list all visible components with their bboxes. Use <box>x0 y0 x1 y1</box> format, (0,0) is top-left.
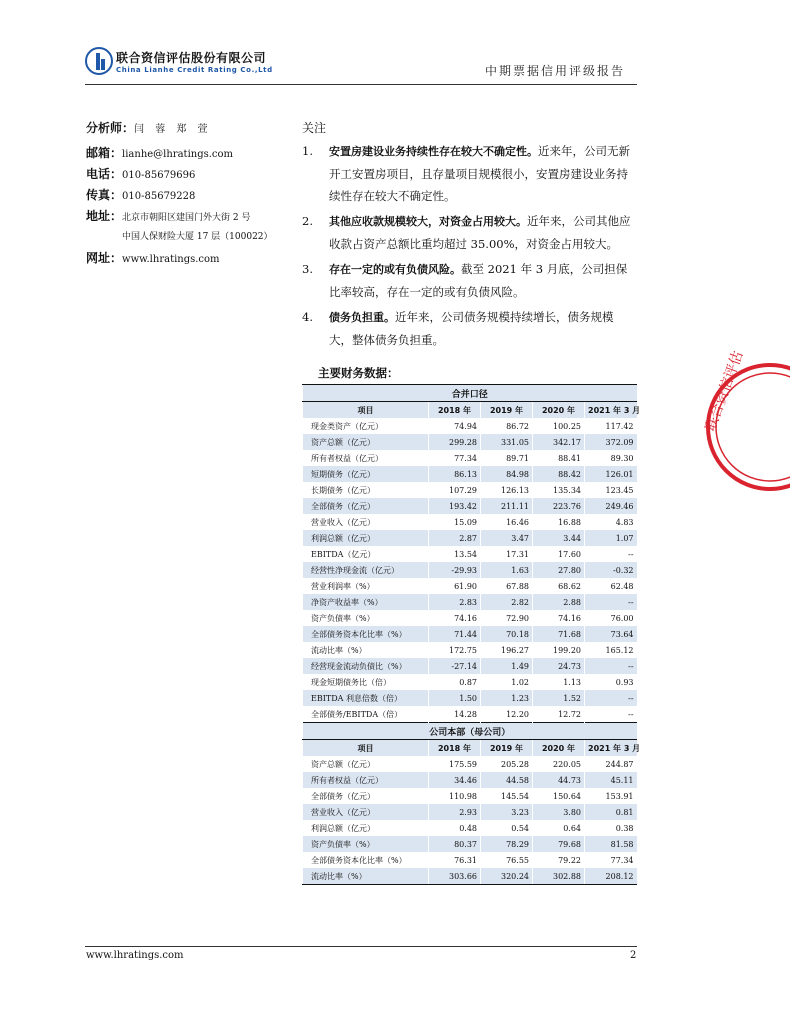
concern-number: 3. <box>302 262 313 276</box>
cell-value: 77.34 <box>585 852 637 868</box>
cell-value: 2.88 <box>533 594 585 610</box>
concern-text: 近年来，公司债务规模持续增长，债务规模大，整体债务负担重。 <box>329 310 614 347</box>
footer-divider <box>85 946 637 947</box>
table-column-headers <box>303 402 637 419</box>
concern-bold: 其他应收款规模较大，对资金占用较大。 <box>329 215 527 228</box>
cell-value: 223.76 <box>533 498 585 514</box>
cell-value: 27.80 <box>533 562 585 578</box>
row-label: 流动比率（%） <box>303 642 429 658</box>
cell-value: 74.16 <box>533 610 585 626</box>
table-row <box>303 466 637 482</box>
table-row <box>303 756 637 772</box>
cell-value: 342.17 <box>533 434 585 450</box>
footer-url: www.lhratings.com <box>86 950 184 961</box>
row-label: 资产负债率（%） <box>303 610 429 626</box>
company-name-en: China Lianhe Credit Rating Co.,Ltd <box>116 66 273 74</box>
cell-value: 2.82 <box>481 594 533 610</box>
cell-value: 73.64 <box>585 626 637 642</box>
cell-value: 302.88 <box>533 868 585 885</box>
table-row <box>303 690 637 706</box>
row-label: 利润总额（亿元） <box>303 530 429 546</box>
cell-value: 17.60 <box>533 546 585 562</box>
cell-value: 1.07 <box>585 530 637 546</box>
row-label: EBITDA（亿元） <box>303 546 429 562</box>
cell-value: 4.83 <box>585 514 637 530</box>
cell-value: 45.11 <box>585 772 637 788</box>
table-section-header <box>303 385 637 402</box>
header-divider <box>85 84 637 85</box>
cell-value: 100.25 <box>533 418 585 434</box>
section-title: 合并口径 <box>303 385 637 402</box>
cell-value: 2.87 <box>429 530 481 546</box>
cell-value: 81.58 <box>585 836 637 852</box>
concern-number: 4. <box>302 310 313 324</box>
cell-value: 107.29 <box>429 482 481 498</box>
fax-label: 传真： <box>86 188 123 202</box>
column-header: 项目 <box>303 402 429 419</box>
cell-value: 123.45 <box>585 482 637 498</box>
cell-value: 1.49 <box>481 658 533 674</box>
address-line2: 中国人保财险大厦 17 层（100022） <box>122 232 273 242</box>
cell-value: 14.28 <box>429 706 481 723</box>
cell-value: 71.68 <box>533 626 585 642</box>
cell-value: 86.13 <box>429 466 481 482</box>
cell-value: 1.50 <box>429 690 481 706</box>
cell-value: 249.46 <box>585 498 637 514</box>
cell-value: 0.81 <box>585 804 637 820</box>
table-row <box>303 530 637 546</box>
table-row <box>303 658 637 674</box>
cell-value: 34.46 <box>429 772 481 788</box>
row-label: 所有者权益（亿元） <box>303 450 429 466</box>
row-label: EBITDA 利息倍数（倍） <box>303 690 429 706</box>
concern-item <box>302 210 636 255</box>
cell-value: 145.54 <box>481 788 533 804</box>
row-label: 利润总额（亿元） <box>303 820 429 836</box>
table-row <box>303 820 637 836</box>
cell-value: 172.75 <box>429 642 481 658</box>
cell-value: -- <box>585 658 637 674</box>
row-label: 全部债务资本化比率（%） <box>303 852 429 868</box>
concern-item <box>302 140 636 207</box>
cell-value: 126.13 <box>481 482 533 498</box>
table-row <box>303 626 637 642</box>
concern-text: 近年来，公司其他应收款占资产总额比重均超过 35.00%，对资金占用较大。 <box>329 214 631 251</box>
column-header: 2020 年 <box>533 402 585 419</box>
table-row <box>303 482 637 498</box>
table-row <box>303 706 637 723</box>
cell-value: -27.14 <box>429 658 481 674</box>
cell-value: 3.80 <box>533 804 585 820</box>
cell-value: 1.13 <box>533 674 585 690</box>
analyst-label: 分析师： <box>86 121 135 135</box>
row-label: 全部债务（亿元） <box>303 788 429 804</box>
svg-text:联合资信评估: 联合资信评估 <box>702 348 747 434</box>
cell-value: 71.44 <box>429 626 481 642</box>
table-row <box>303 418 637 434</box>
email-label: 邮箱： <box>86 146 123 160</box>
cell-value: -- <box>585 706 637 723</box>
cell-value: 79.22 <box>533 852 585 868</box>
cell-value: 320.24 <box>481 868 533 885</box>
table-row <box>303 546 637 562</box>
table-row <box>303 642 637 658</box>
cell-value: 0.54 <box>481 820 533 836</box>
row-label: 经营性净现金流（亿元） <box>303 562 429 578</box>
concern-bold: 安置房建设业务持续性存在较大不确定性。 <box>329 145 538 158</box>
cell-value: 15.09 <box>429 514 481 530</box>
cell-value: 74.16 <box>429 610 481 626</box>
cell-value: 16.46 <box>481 514 533 530</box>
cell-value: 0.93 <box>585 674 637 690</box>
cell-value: 1.23 <box>481 690 533 706</box>
cell-value: 110.98 <box>429 788 481 804</box>
cell-value: 80.37 <box>429 836 481 852</box>
cell-value: 299.28 <box>429 434 481 450</box>
row-label: 营业收入（亿元） <box>303 804 429 820</box>
page-number: 2 <box>630 950 637 961</box>
cell-value: 135.34 <box>533 482 585 498</box>
cell-value: 79.68 <box>533 836 585 852</box>
row-label: 净资产收益率（%） <box>303 594 429 610</box>
concern-number: 2. <box>302 214 313 228</box>
table-row <box>303 562 637 578</box>
cell-value: 244.87 <box>585 756 637 772</box>
website-label: 网址： <box>86 251 123 265</box>
cell-value: 13.54 <box>429 546 481 562</box>
cell-value: 61.90 <box>429 578 481 594</box>
concern-text: 近来年，公司无新开工安置房项目，且存量项目规模很小，安置房建设业务持续性存在较大不确定性。 <box>329 144 630 203</box>
cell-value: 76.00 <box>585 610 637 626</box>
fax-value: 010-85679228 <box>122 191 196 202</box>
table-row <box>303 434 637 450</box>
cell-value: -- <box>585 546 637 562</box>
cell-value: 165.12 <box>585 642 637 658</box>
cell-value: 89.71 <box>481 450 533 466</box>
website-value: www.lhratings.com <box>122 254 220 265</box>
cell-value: 24.73 <box>533 658 585 674</box>
table-column-headers <box>303 740 637 757</box>
cell-value: 17.31 <box>481 546 533 562</box>
cell-value: 2.83 <box>429 594 481 610</box>
column-header: 项目 <box>303 740 429 757</box>
cell-value: 208.12 <box>585 868 637 885</box>
cell-value: 88.42 <box>533 466 585 482</box>
company-logo-icon <box>85 47 113 75</box>
company-seal <box>700 348 790 502</box>
concern-item <box>302 306 636 351</box>
table-row <box>303 836 637 852</box>
cell-value: 76.31 <box>429 852 481 868</box>
column-header: 2018 年 <box>429 402 481 419</box>
table-row <box>303 450 637 466</box>
row-label: 营业利润率（%） <box>303 578 429 594</box>
cell-value: 0.38 <box>585 820 637 836</box>
row-label: 现金类资产（亿元） <box>303 418 429 434</box>
column-header: 2020 年 <box>533 740 585 757</box>
analyst-value: 闫 蓉 郑 萱 <box>134 124 212 135</box>
cell-value: 196.27 <box>481 642 533 658</box>
row-label: 全部债务资本化比率（%） <box>303 626 429 642</box>
table-row <box>303 852 637 868</box>
row-label: 资产总额（亿元） <box>303 434 429 450</box>
company-name-cn: 联合资信评估股份有限公司 <box>116 51 267 65</box>
cell-value: 12.72 <box>533 706 585 723</box>
cell-value: -- <box>585 690 637 706</box>
cell-value: 175.59 <box>429 756 481 772</box>
cell-value: 3.47 <box>481 530 533 546</box>
row-label: 现金短期债务比（倍） <box>303 674 429 690</box>
cell-value: 62.48 <box>585 578 637 594</box>
cell-value: 89.30 <box>585 450 637 466</box>
cell-value: 68.62 <box>533 578 585 594</box>
row-label: 全部债务（亿元） <box>303 498 429 514</box>
cell-value: 372.09 <box>585 434 637 450</box>
cell-value: 3.23 <box>481 804 533 820</box>
concern-bold: 债务负担重。 <box>329 311 395 324</box>
column-header: 2019 年 <box>481 402 533 419</box>
phone-label: 电话： <box>86 167 123 181</box>
address-line1: 北京市朝阳区建国门外大街 2 号 <box>122 213 251 223</box>
table-row <box>303 514 637 530</box>
column-header: 2021 年 3 月 <box>585 402 637 419</box>
column-header: 2019 年 <box>481 740 533 757</box>
cell-value: 0.48 <box>429 820 481 836</box>
table-row <box>303 772 637 788</box>
concern-text: 截至 2021 年 3 月底，公司担保比率较高，存在一定的或有负债风险。 <box>329 262 628 299</box>
row-label: 资产总额（亿元） <box>303 756 429 772</box>
table-section-header <box>303 723 637 740</box>
cell-value: 3.44 <box>533 530 585 546</box>
cell-value: 211.11 <box>481 498 533 514</box>
cell-value: 44.58 <box>481 772 533 788</box>
cell-value: 0.64 <box>533 820 585 836</box>
table-row <box>303 594 637 610</box>
cell-value: 86.72 <box>481 418 533 434</box>
row-label: 流动比率（%） <box>303 868 429 885</box>
cell-value: 199.20 <box>533 642 585 658</box>
cell-value: 0.87 <box>429 674 481 690</box>
cell-value: 78.29 <box>481 836 533 852</box>
cell-value: -- <box>585 594 637 610</box>
address-label: 地址： <box>86 209 123 223</box>
concern-number: 1. <box>302 144 313 158</box>
table-row <box>303 610 637 626</box>
row-label: 所有者权益（亿元） <box>303 772 429 788</box>
cell-value: 2.93 <box>429 804 481 820</box>
table-row <box>303 578 637 594</box>
cell-value: 1.52 <box>533 690 585 706</box>
cell-value: -29.93 <box>429 562 481 578</box>
email-value: lianhe@lhratings.com <box>122 149 234 160</box>
cell-value: 331.05 <box>481 434 533 450</box>
concerns-section <box>302 119 636 351</box>
cell-value: 1.02 <box>481 674 533 690</box>
row-label: 资产负债率（%） <box>303 836 429 852</box>
cell-value: 205.28 <box>481 756 533 772</box>
cell-value: 1.63 <box>481 562 533 578</box>
page-header <box>85 47 635 83</box>
row-label: 长期债务（亿元） <box>303 482 429 498</box>
row-label: 营业收入（亿元） <box>303 514 429 530</box>
cell-value: 193.42 <box>429 498 481 514</box>
cell-value: 12.20 <box>481 706 533 723</box>
concern-bold: 存在一定的或有负债风险。 <box>329 263 461 276</box>
cell-value: 74.94 <box>429 418 481 434</box>
section-title: 公司本部（母公司） <box>303 723 637 740</box>
cell-value: 84.98 <box>481 466 533 482</box>
cell-value: 72.90 <box>481 610 533 626</box>
financial-data-title: 主要财务数据： <box>318 366 399 380</box>
table-row <box>303 868 637 885</box>
financial-table <box>302 384 641 885</box>
table-row <box>303 788 637 804</box>
report-type: 中期票据信用评级报告 <box>484 64 625 78</box>
table-row <box>303 674 637 690</box>
row-label: 全部债务/EBITDA（倍） <box>303 706 429 723</box>
cell-value: 44.73 <box>533 772 585 788</box>
cell-value: 76.55 <box>481 852 533 868</box>
column-header: 2018 年 <box>429 740 481 757</box>
cell-value: 220.05 <box>533 756 585 772</box>
phone-value: 010-85679696 <box>122 170 196 181</box>
column-header: 2021 年 3 月 <box>585 740 637 757</box>
concerns-heading: 关注 <box>302 121 327 135</box>
cell-value: 16.88 <box>533 514 585 530</box>
cell-value: 88.41 <box>533 450 585 466</box>
cell-value: 150.64 <box>533 788 585 804</box>
table-row <box>303 804 637 820</box>
row-label: 经营现金流动负债比（%） <box>303 658 429 674</box>
cell-value: 67.88 <box>481 578 533 594</box>
concern-item <box>302 258 636 303</box>
cell-value: 70.18 <box>481 626 533 642</box>
row-label: 短期债务（亿元） <box>303 466 429 482</box>
cell-value: 77.34 <box>429 450 481 466</box>
cell-value: 117.42 <box>585 418 637 434</box>
cell-value: 153.91 <box>585 788 637 804</box>
cell-value: 126.01 <box>585 466 637 482</box>
cell-value: -0.32 <box>585 562 637 578</box>
table-row <box>303 498 637 514</box>
cell-value: 303.66 <box>429 868 481 885</box>
